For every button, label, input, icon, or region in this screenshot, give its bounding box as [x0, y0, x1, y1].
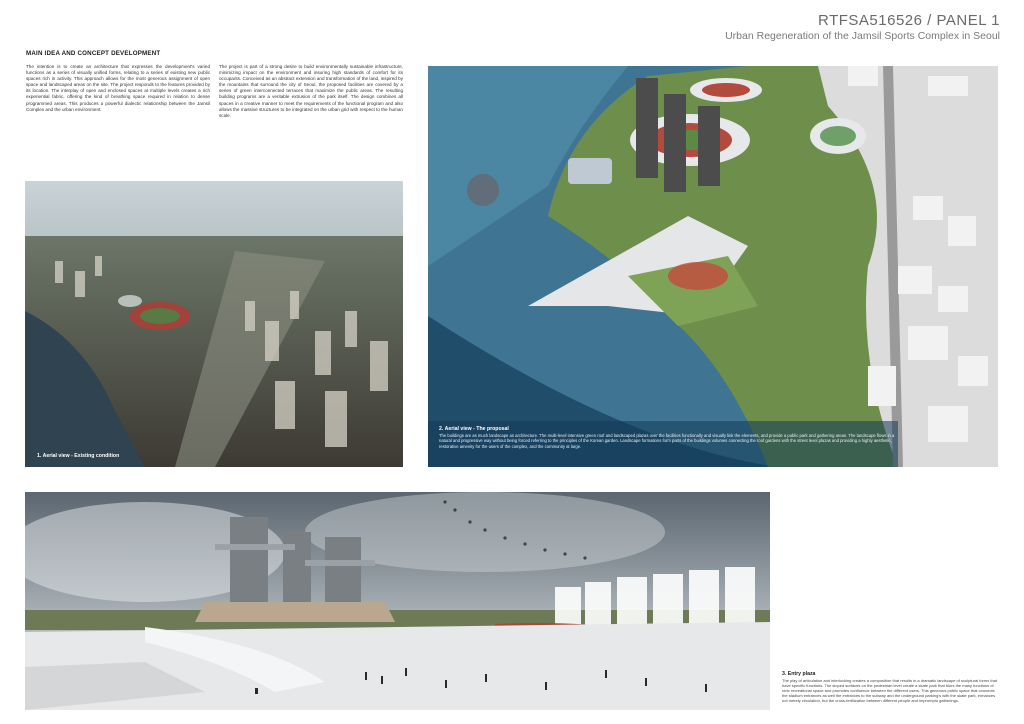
proposal-aerial-image	[428, 66, 998, 467]
entry-plaza-caption-text: The play of articulation and interlocking creates a composition that results in a dramatic landscape of sculptural forms that have specific functions. The sloped surfaces on the pedestrian level create a skate park that blurs the many functions of civic recreational space and promotes confluence between the different users. This generous public space that connects the stadium entrances as well the entrances to the subway and the underground parking's with the skate park, enhances not merely circulation, but the cross-fertilization between different people and impromptu gatherings.	[782, 678, 997, 703]
proposal-caption: 2. Aerial view - The proposal	[439, 426, 509, 432]
intro-column-1: The intention is to create an architecture that expresses the development's varied functions as a series of visually unified forms, relating to a series of existing new public spaces rich in activity. This approach allows for the most generous assignment of open space and landscaped areas on the site. The project responds to the features provided by its location. The interplay of open and enclosed spaces at multiple levels creates a rich experiential fabric, offering the kind of breathing space required in relation to dense programmed areas. This produces a powerful dialectic relationship between the Jamsil Complex and the urban environment.	[26, 64, 210, 112]
entry-plaza-caption: 3. Entry plaza	[782, 671, 816, 677]
proposal-caption-text: The buildings are as much landscape as architecture. The multi-level intensive green roof and landscaped plazas over the facilities functionally and visually link the elements, and provide a public park and gathering areas. The landscape flows in a natural and progressive way without being forced referring to the principles of the Korean garden. Landscape formations form parts of the buildings volumes connecting the roof gardens with the street level plazas and providing a highly aesthetic, restorative amenity for the users of the complex, and the community at large.	[439, 433, 895, 449]
intro-heading: MAIN IDEA AND CONCEPT DEVELOPMENT	[26, 50, 161, 57]
existing-aerial-image	[25, 181, 403, 467]
panel-subtitle: Urban Regeneration of the Jamsil Sports Complex in Seoul	[725, 30, 1000, 42]
panel-id: RTFSA516526 / PANEL 1	[818, 12, 1000, 29]
entry-plaza-image	[25, 492, 770, 710]
existing-aerial-caption: 1. Aerial view - Existing condition	[37, 453, 120, 459]
intro-column-2: The project is part of a strong desire to build environmentally sustainable infrastructure, minimizing impact on the environment and insuring high standards of comfort for its occupants. Conceived as an abstract extension and transformation of the land, inspired by the mountains that surround the city of Seoul, the proposed facilities are covered by a series of green interconnected terraces that maximize the public areas. The resulting building programs are a veritable extrusion of the park itself. The design combines all spaces in a creative manner to meet the requirements of the functional program and also allows the massive structures to be integrated on the urban grid with respect to the human scale.	[219, 64, 403, 118]
